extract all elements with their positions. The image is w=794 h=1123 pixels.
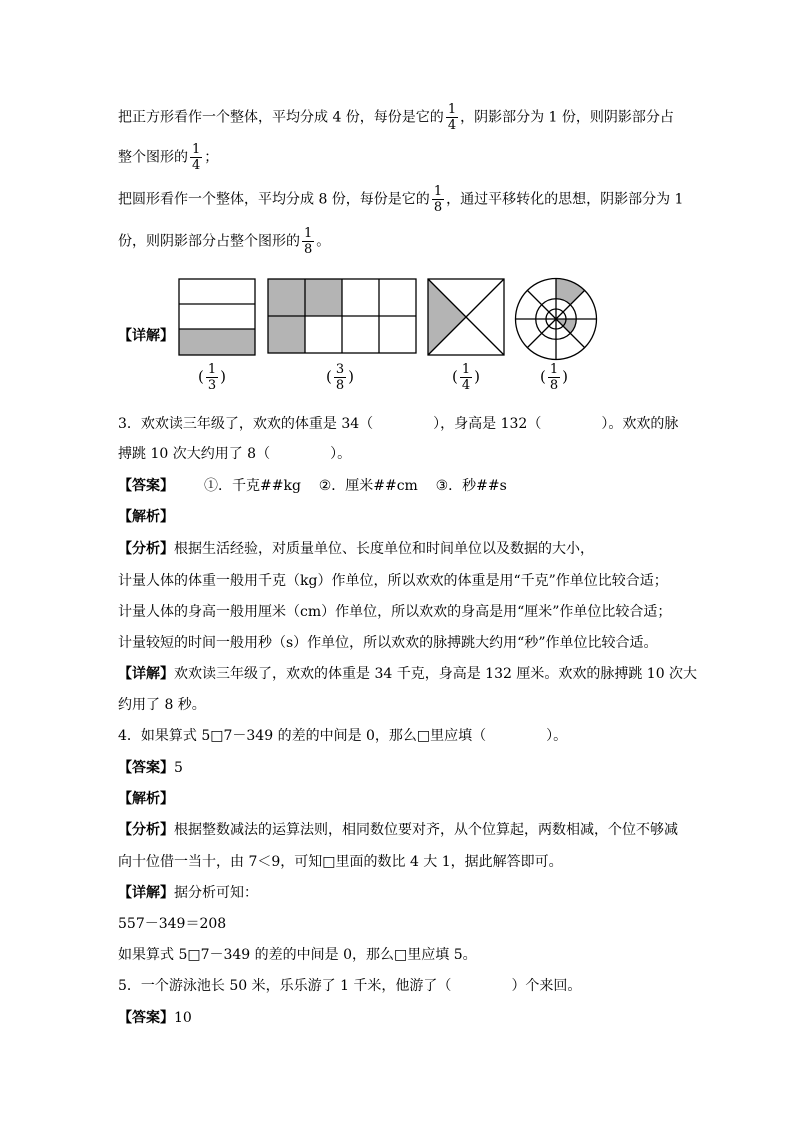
figure-thirds — [178, 278, 256, 356]
para-circle-line2: 份，则阴影部分占整个图形的 $\frac{1}{8}$ 。 — [118, 226, 331, 257]
para-circle-line1: 把圆形看作一个整体，平均分成 8 份，每份是它的 $\frac{1}{8}$ ，通过平移转化的思想，阴影部分为 1 — [118, 184, 684, 215]
detail-label: 【详解】 — [118, 328, 174, 344]
q4-answer: 【答案】5 — [118, 760, 183, 776]
figure-quarters-square — [427, 278, 505, 356]
para-square-line1: 把正方形看作一个整体，平均分成 4 份，每份是它的 $\frac{1}{4}$ ，阴影部分为 1 份，则阴影部分占 — [118, 102, 674, 133]
figure-eighths-circle — [513, 276, 599, 362]
q3-detail-2: 约用了 8 秒。 — [118, 697, 206, 713]
q3-answer: 【答案】 ①．千克##kg ②．厘米##cm ③．秒##s — [118, 478, 507, 494]
q3-line3: 计量人体的体重一般用千克（kg）作单位，所以欢欢的体重是用“千克”作单位比较合适； — [118, 573, 668, 589]
q4-calc: 557－349＝208 — [118, 916, 227, 932]
q4-line1: 4．如果算式 5□7－349 的差的中间是 0，那么□里应填（ ）。 — [118, 728, 568, 744]
q3-line2: 搏跳 10 次大约用了 8（ ）。 — [118, 446, 352, 462]
caption-figure-1: ( $\frac{1}{3}$ ) — [198, 362, 226, 393]
q4-fenxi: 【分析】根据整数减法的运算法则，相同数位要对齐，从个位算起，两数相减，个位不够减 — [118, 822, 678, 838]
fraction: $\frac{1}{8}$ — [433, 184, 443, 215]
q3-analysis-label: 【解析】 — [118, 509, 174, 525]
triangle-shaded — [428, 279, 466, 355]
q3-line1: 3．欢欢读三年级了，欢欢的体重是 34（ ），身高是 132（ ）。欢欢的脉 — [118, 416, 679, 432]
q4-fenxi-2: 向十位借一当十，由 7＜9，可知□里面的数比 4 大 1，据此解答即可。 — [118, 854, 563, 870]
figure-thirds-shaded — [179, 329, 255, 355]
q4-detail: 【详解】据分析可知： — [118, 885, 258, 901]
q3-fenxi: 【分析】根据生活经验，对质量单位、长度单位和时间单位以及数据的大小， — [118, 541, 594, 557]
q4-conclusion: 如果算式 5□7－349 的差的中间是 0，那么□里应填 5。 — [118, 947, 477, 963]
caption-figure-3: ( $\frac{1}{4}$ ) — [452, 362, 480, 393]
fraction: $\frac{1}{4}$ — [192, 142, 201, 173]
para-square-line2: 整个图形的 $\frac{1}{4}$ ； — [118, 142, 219, 173]
grid-cell-shaded — [268, 279, 305, 316]
fraction: $\frac{1}{4}$ — [447, 102, 457, 133]
fraction: $\frac{1}{8}$ — [304, 226, 313, 257]
grid-cell-shaded — [305, 279, 342, 316]
caption-figure-2: ( $\frac{3}{8}$ ) — [326, 362, 354, 393]
q4-analysis-label: 【解析】 — [118, 791, 174, 807]
q3-line5: 计量较短的时间一般用秒（s）作单位，所以欢欢的脉搏跳大约用“秒”作单位比较合适。 — [118, 635, 658, 651]
sector-shaded — [556, 279, 585, 305]
grid-cell-shaded — [268, 316, 305, 353]
q3-detail: 【详解】欢欢读三年级了，欢欢的体重是 34 千克，身高是 132 厘米。欢欢的脉搏跳 10 次大 — [118, 666, 698, 682]
figure-eighths-grid — [267, 278, 417, 354]
q5-line1: 5．一个游泳池长 50 米，乐乐游了 1 千米，他游了（ ）个来回。 — [118, 978, 582, 994]
q3-line4: 计量人体的身高一般用厘米（cm）作单位，所以欢欢的身高是用“厘米”作单位比较合适； — [118, 604, 672, 620]
caption-figure-4: ( $\frac{1}{8}$ ) — [540, 362, 568, 393]
q5-answer: 【答案】10 — [118, 1010, 192, 1026]
